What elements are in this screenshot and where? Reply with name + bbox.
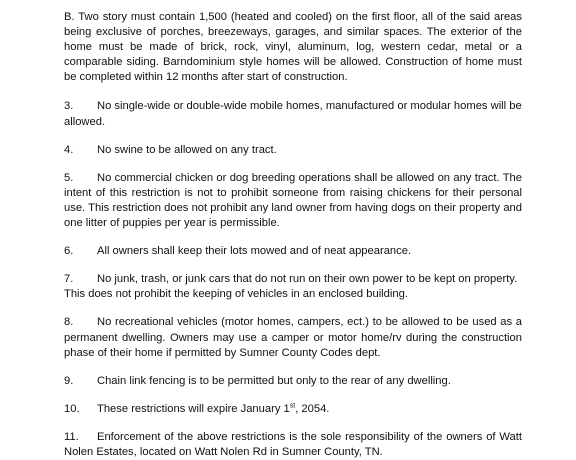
paragraph-7-number: 7. <box>64 273 74 286</box>
paragraph-6-number: 6. <box>64 245 74 258</box>
paragraph-10-text-end: , 2054. <box>295 402 330 415</box>
paragraph-5 <box>64 171 522 231</box>
paragraph-5-text: No commercial chicken or dog breeding operations shall be allowed on any tract. The intent of this restriction is not to prohibit someone from raising chickens for their personal use. This restriction does not prohibit any land owner from having dogs on their property and one litter of puppies per year is permissible. <box>64 171 522 230</box>
paragraph-9-number: 9. <box>64 374 74 387</box>
paragraph-9 <box>64 374 522 389</box>
paragraph-b <box>64 10 522 85</box>
paragraph-6 <box>64 244 522 259</box>
paragraph-7 <box>64 272 522 302</box>
paragraph-11 <box>64 430 522 460</box>
paragraph-10-text: These restrictions will expire January 1 <box>97 402 290 415</box>
paragraph-4 <box>64 143 522 158</box>
paragraph-3-number: 3. <box>64 100 74 113</box>
document-page <box>64 10 522 460</box>
paragraph-6-text: All owners shall keep their lots mowed and of neat appearance. <box>97 245 412 258</box>
paragraph-11-text: Enforcement of the above restrictions is the sole responsibility of the owners of Watt Nolen Estates, located on Watt Nolen Rd in Sumner County, TN. <box>64 430 522 458</box>
paragraph-5-number: 5. <box>64 171 74 184</box>
paragraph-3 <box>64 99 522 129</box>
paragraph-8-number: 8. <box>64 316 74 329</box>
paragraph-b-text: B. Two story must contain 1,500 (heated and cooled) on the first floor, all of the said areas being exclusive of porches, breezeways, garages, and similar spaces. The exterior of the home must be made of brick, rock, vinyl, aluminum, log, western cedar, metal or a comparable siding. Barndominium style homes will be allowed. Construction of home must be completed within 12 months after start of construction. <box>64 11 522 84</box>
paragraph-10-number: 10. <box>64 402 80 415</box>
paragraph-3-text: No single-wide or double-wide mobile homes, manufactured or modular homes will be allowed. <box>64 100 522 128</box>
paragraph-10 <box>64 402 522 417</box>
paragraph-8-text: No recreational vehicles (motor homes, campers, ect.) to be allowed to be used as a permanent dwelling. Owners may use a camper or motor home/rv during the construction phase of their home if permitted by Sumner County Codes dept. <box>64 316 522 359</box>
paragraph-8 <box>64 315 522 360</box>
paragraph-4-number: 4. <box>64 143 74 156</box>
paragraph-9-text: Chain link fencing is to be permitted but only to the rear of any dwelling. <box>97 374 451 387</box>
paragraph-4-text: No swine to be allowed on any tract. <box>97 143 277 156</box>
paragraph-7-text: No junk, trash, or junk cars that do not run on their own power to be kept on property. This does not prohibit the keeping of vehicles in an enclosed building. <box>64 273 518 301</box>
paragraph-10-superscript: st <box>289 402 296 410</box>
paragraph-11-number: 11. <box>64 430 79 443</box>
